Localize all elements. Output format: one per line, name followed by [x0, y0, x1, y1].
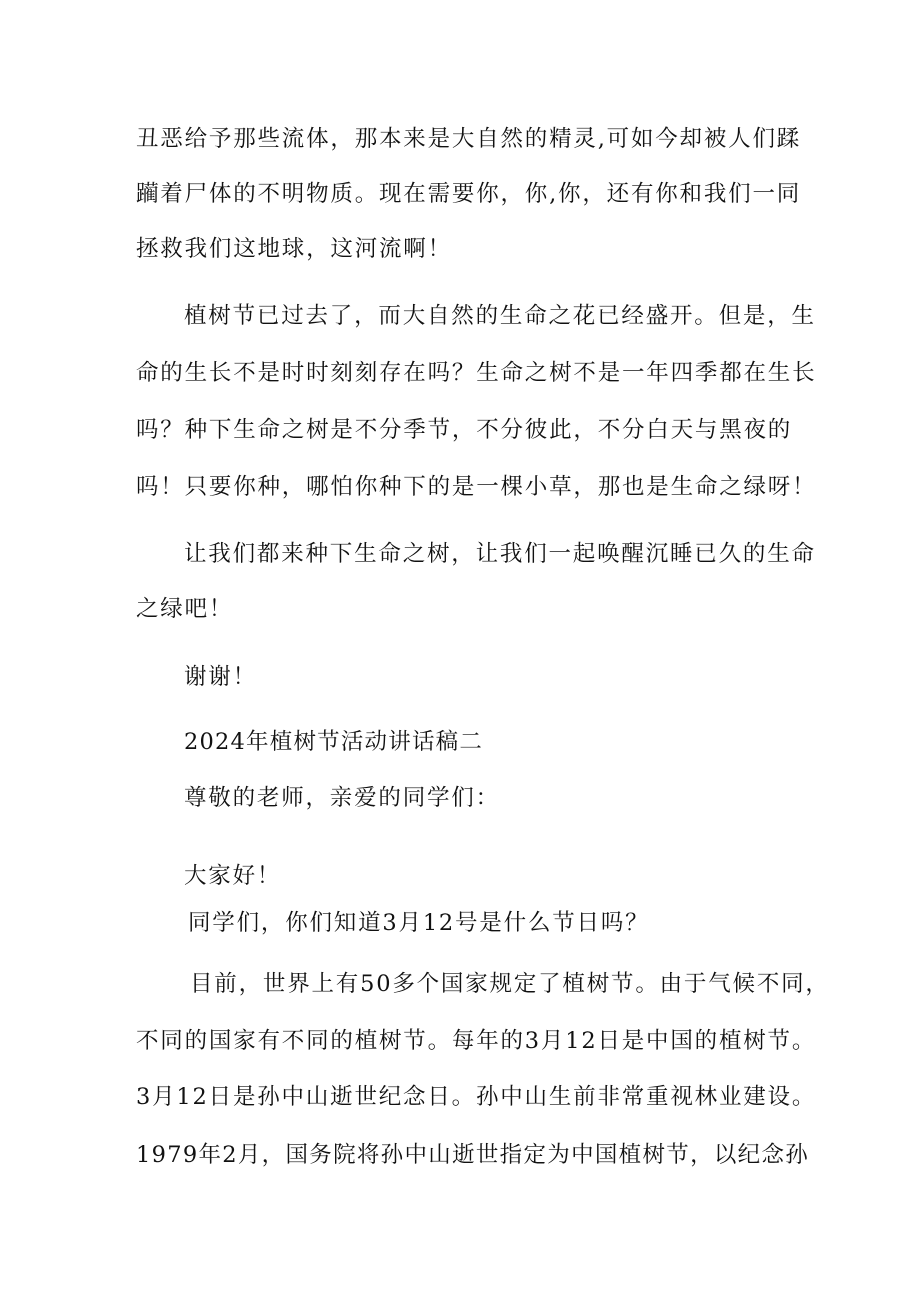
text-line: 拯救我们这地球，这河流啊！	[136, 236, 452, 262]
text-line: 3月12日是孙中山逝世纪念日。孙中山生前非常重视林业建设。	[136, 1084, 817, 1110]
text-line: 让我们都来种下生命之树，让我们一起唤醒沉睡已久的生命	[184, 541, 816, 567]
text-line: 目前，世界上有50多个国家规定了植树节。由于气候不同，	[190, 971, 830, 997]
text-line: 吗？种下生命之树是不分季节，不分彼此，不分白天与黑夜的	[136, 417, 793, 443]
text-line: 吗！只要你种，哪怕你种下的是一棵小草，那也是生命之绿呀！	[136, 474, 817, 500]
salutation: 尊敬的老师，亲爱的同学们：	[184, 785, 500, 811]
text-line: 不同的国家有不同的植树节。每年的3月12日是中国的植树节。	[136, 1028, 817, 1054]
text-line: 命的生长不是时时刻刻存在吗？生命之树不是一年四季都在生长	[136, 360, 817, 386]
text-line: 躏着尸体的不明物质。现在需要你，你,你，还有你和我们一同	[136, 181, 802, 207]
text-line: 同学们，你们知道3月12号是什么节日吗？	[188, 910, 650, 936]
text-line: 1979年2月，国务院将孙中山逝世指定为中国植树节，以纪念孙	[136, 1142, 810, 1168]
greeting: 大家好！	[184, 863, 282, 889]
closing-thanks: 谢谢！	[184, 664, 257, 690]
text-line: 之绿吧！	[136, 596, 234, 622]
section-title: 2024年植树节活动讲话稿二	[184, 729, 484, 755]
text-line: 植树节已过去了，而大自然的生命之花已经盛开。但是，生	[184, 303, 816, 329]
text-line: 丑恶给予那些流体，那本来是大自然的精灵,可如今却被人们蹂	[136, 126, 802, 152]
